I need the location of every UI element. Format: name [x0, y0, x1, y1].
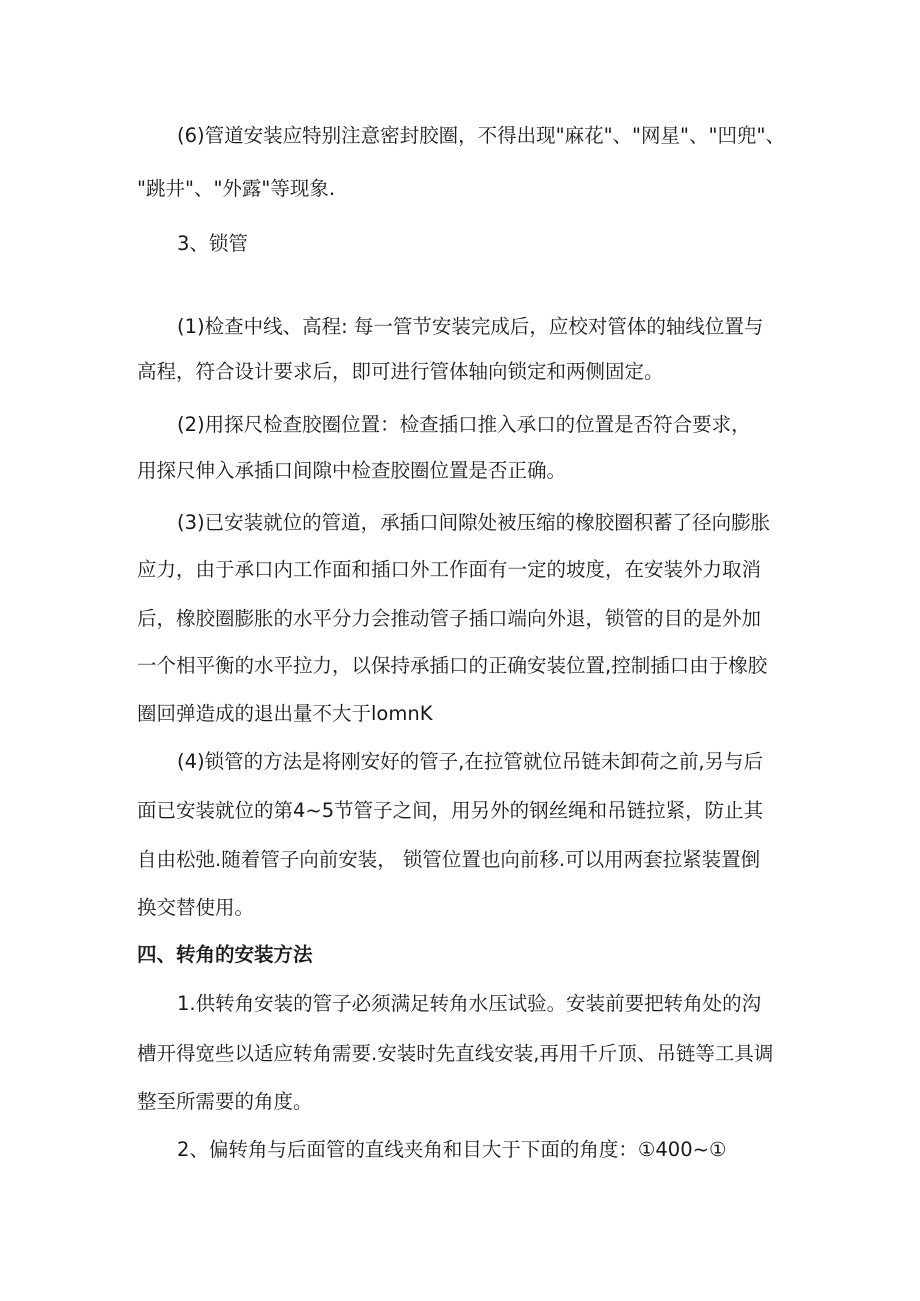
section-4-item-1-line-3: 整至所需要的角度。 [137, 1090, 313, 1113]
item-3-line-1: (3)已安装就位的管道，承插口间隙处被压缩的橡胶圈积蓄了径向膨胀 [177, 511, 771, 534]
paragraph-6-line-2: "跳井"、"外露"等现象. [137, 177, 336, 200]
item-1-line-2: 高程，符合设计要求后，即可进行管体轴向锁定和两侧固定。 [137, 360, 664, 383]
item-3-line-2: 应力，由于承口内工作面和插口外工作面有一定的坡度，在安装外力取消 [137, 558, 762, 581]
section-4-item-1-line-1: 1.供转角安装的管子必须满足转角水压试验。安装前要把转角处的沟 [177, 992, 762, 1015]
section-4-item-1-line-2: 槽开得宽些以适应转角需要.安装时先直线安装,再用千斤顶、吊链等工具调 [137, 1042, 774, 1065]
item-2-line-1: (2)用探尺检查胶圈位置：检查插口推入承口的位置是否符合要求， [177, 413, 751, 436]
item-1-line-1: (1)检查中线、高程: 每一管节安装完成后，应校对管体的轴线位置与 [177, 315, 764, 338]
item-4-line-1: (4)锁管的方法是将刚安好的管子,在拉管就位吊链未卸荷之前,另与后 [177, 750, 764, 773]
section-3-title: 3、锁管 [177, 232, 248, 255]
item-3-line-5: 圈回弹造成的退出量不大于lomnK [137, 702, 433, 725]
section-4-item-2-line-1: 2、偏转角与后面管的直线夹角和目大于下面的角度：①400~① [177, 1138, 727, 1161]
item-3-line-3: 后，橡胶圈膨胀的水平分力会推动管子插口端向外退，锁管的目的是外加 [137, 607, 762, 630]
paragraph-6-line-1: (6)管道安装应特别注意密封胶圈，不得出现"麻花"、"网星"、"凹兜"、 [177, 124, 785, 147]
item-3-line-4: 一个相平衡的水平拉力，以保持承插口的正确安装位置,控制插口由于橡胶 [137, 654, 768, 677]
section-4-heading: 四、转角的安装方法 [137, 943, 313, 966]
item-4-line-3: 自由松弛.随着管子向前安装， 锁管位置也向前移.可以用两套拉紧装置倒 [137, 848, 761, 871]
item-4-line-4: 换交替使用。 [137, 896, 255, 919]
item-2-line-2: 用探尺伸入承插口间隙中检查胶圈位置是否正确。 [137, 459, 567, 482]
item-4-line-2: 面已安装就位的第4~5节管子之间，用另外的钢丝绳和吊链拉紧，防止其 [137, 799, 764, 822]
